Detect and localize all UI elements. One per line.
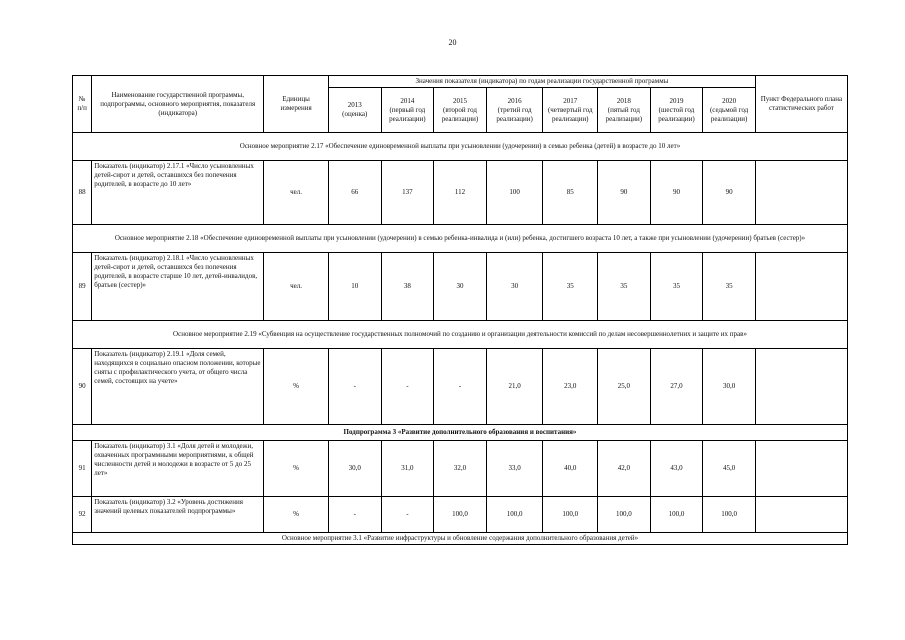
- section-title: Основное мероприятие 2.19 «Субвенция на осуществление государственных полномочий по созданию и организации деятельности комиссий по делам несовершеннолетних и защите их прав»: [73, 321, 848, 349]
- row-value: 30: [434, 253, 487, 321]
- row-value: 90: [703, 161, 756, 225]
- row-value: -: [328, 349, 381, 425]
- section-title: Основное мероприятие 2.17 «Обеспечение единовременной выплаты при усыновлении (удочерении) в семью ребенка (детей) в возрасте до 10 лет»: [73, 133, 848, 161]
- row-no: 90: [73, 349, 92, 425]
- row-unit: %: [264, 349, 329, 425]
- header-year: 2019 (шестой год реализации): [650, 88, 703, 133]
- row-value: 100,0: [434, 497, 487, 533]
- row-plan: [755, 349, 847, 425]
- header-year: 2018 (пятый год реализации): [598, 88, 651, 133]
- row-name: Показатель (индикатор) 3.1 «Доля детей и молодежи, охваченных программными мероприятиями, к общей численности детей и молодежи в возрасте от 5 до 25 лет»: [92, 441, 264, 497]
- section-row: [73, 533, 848, 545]
- row-value: 43,0: [650, 441, 703, 497]
- section-row: [73, 133, 848, 161]
- row-no: 88: [73, 161, 92, 225]
- row-value: 23,0: [543, 349, 598, 425]
- row-value: 21,0: [486, 349, 543, 425]
- row-value: 30,0: [703, 349, 756, 425]
- row-value: -: [381, 497, 434, 533]
- row-name: Показатель (индикатор) 2.18.1 «Число усыновленных детей-сирот и детей, оставшихся без попечения родителей, в возрасте старше 10 лет, детей-инвалидов, братьев (сестер)»: [92, 253, 264, 321]
- header-year: 2015 (второй год реализации): [434, 88, 487, 133]
- section-title: Основное мероприятие 2.18 «Обеспечение единовременной выплаты при усыновлении (удочерении) в семью ребенка-инвалида и (или) ребенка, достигшего возраста 10 лет, а также при усыновлении (удочерении) братьев (сестер)»: [73, 225, 848, 253]
- row-value: 100,0: [650, 497, 703, 533]
- header-no: № п/п: [73, 76, 92, 133]
- row-value: 32,0: [434, 441, 487, 497]
- row-value: 90: [650, 161, 703, 225]
- row-value: 33,0: [486, 441, 543, 497]
- row-value: 66: [328, 161, 381, 225]
- row-value: 90: [598, 161, 651, 225]
- header-year: 2014 (первый год реализации): [381, 88, 434, 133]
- row-unit: %: [264, 497, 329, 533]
- section-title: Основное мероприятие 3.1 «Развитие инфраструктуры и обновление содержания дополнительного образования детей»: [73, 533, 848, 545]
- table-row: [73, 161, 848, 225]
- row-name: Показатель (индикатор) 2.17.1 «Число усыновленных детей-сирот и детей, оставшихся без попечения родителей, в возрасте до 10 лет»: [92, 161, 264, 225]
- row-value: 35: [598, 253, 651, 321]
- table-row: [73, 349, 848, 425]
- row-no: 92: [73, 497, 92, 533]
- subprogram-title: Подпрограмма 3 «Развитие дополнительного образования и воспитания»: [73, 425, 848, 441]
- header-units: Единицы измерения: [264, 76, 329, 133]
- table-row: [73, 253, 848, 321]
- row-no: 89: [73, 253, 92, 321]
- table-row: [73, 441, 848, 497]
- header-year: 2013 (оценка): [328, 88, 381, 133]
- row-value: 30,0: [328, 441, 381, 497]
- page-number: 20: [448, 38, 457, 47]
- row-value: 100,0: [598, 497, 651, 533]
- header-plan-item: Пункт Федерального плана статистических работ: [755, 76, 847, 133]
- row-value: 85: [543, 161, 598, 225]
- row-plan: [755, 253, 847, 321]
- header-year: 2016 (третий год реализации): [486, 88, 543, 133]
- row-unit: чел.: [264, 161, 329, 225]
- row-value: -: [434, 349, 487, 425]
- row-value: 31,0: [381, 441, 434, 497]
- table-row: [73, 497, 848, 533]
- header-values-group: Значения показателя (индикатора) по годам реализации государственной программы: [328, 76, 755, 88]
- row-value: 35: [650, 253, 703, 321]
- row-name: Показатель (индикатор) 2.19.1 «Доля семей, находящихся в социально опасном положении, которые сняты с профилактического учета, от общего числа семей, состоящих на учете»: [92, 349, 264, 425]
- row-plan: [755, 497, 847, 533]
- row-value: 27,0: [650, 349, 703, 425]
- row-plan: [755, 441, 847, 497]
- row-value: 40,0: [543, 441, 598, 497]
- row-plan: [755, 161, 847, 225]
- header-year: 2020 (седьмой год реализации): [703, 88, 756, 133]
- row-value: 100: [486, 161, 543, 225]
- row-value: 38: [381, 253, 434, 321]
- row-value: 112: [434, 161, 487, 225]
- section-row: [73, 321, 848, 349]
- row-value: 45,0: [703, 441, 756, 497]
- header-name: Наименование государственной программы, подпрограммы, основного мероприятия, показателя (индикатора): [92, 76, 264, 133]
- row-value: 25,0: [598, 349, 651, 425]
- header-year: 2017 (четвертый год реализации): [543, 88, 598, 133]
- section-row: [73, 225, 848, 253]
- row-value: 100,0: [486, 497, 543, 533]
- row-unit: %: [264, 441, 329, 497]
- indicators-table: [72, 75, 848, 545]
- row-value: 42,0: [598, 441, 651, 497]
- row-unit: чел.: [264, 253, 329, 321]
- row-value: 100,0: [703, 497, 756, 533]
- row-value: 30: [486, 253, 543, 321]
- row-value: -: [381, 349, 434, 425]
- row-value: 10: [328, 253, 381, 321]
- row-value: -: [328, 497, 381, 533]
- row-no: 91: [73, 441, 92, 497]
- row-name: Показатель (индикатор) 3.2 «Уровень достижения значений целевых показателей подпрограммы»: [92, 497, 264, 533]
- header-row: [73, 76, 848, 88]
- row-value: 137: [381, 161, 434, 225]
- row-value: 100,0: [543, 497, 598, 533]
- subprogram-row: [73, 425, 848, 441]
- row-value: 35: [543, 253, 598, 321]
- row-value: 35: [703, 253, 756, 321]
